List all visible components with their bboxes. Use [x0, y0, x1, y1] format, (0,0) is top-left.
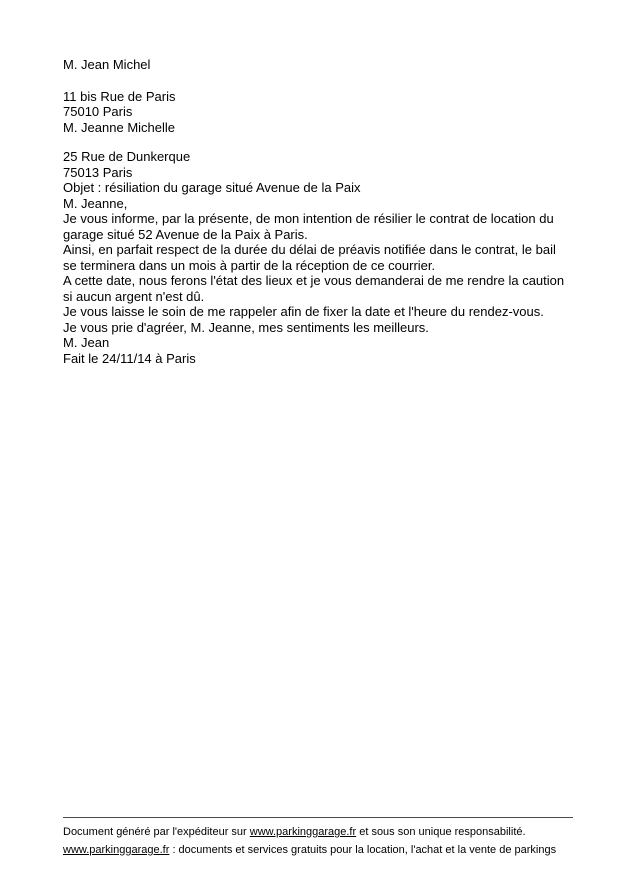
- footer-link-parkinggarage[interactable]: www.parkinggarage.fr: [249, 826, 357, 838]
- letter-body: [0, 0, 633, 366]
- body-paragraph: Je vous informe, par la présente, de mon intention de résilier le contrat de location du garage situé 52 Avenue de la Paix à Paris.: [63, 211, 554, 242]
- body-paragraph: A cette date, nous ferons l'état des lieux et je vous demanderai de me rendre la caution si aucun argent n'est dû.: [63, 273, 565, 304]
- body-paragraph: Je vous prie d'agréer, M. Jeanne, mes sentiments les meilleurs.: [63, 319, 429, 335]
- footer-text: Document généré par l'expéditeur sur: [63, 826, 250, 838]
- salutation: M. Jeanne,: [63, 195, 128, 211]
- footer-line-1: [63, 823, 573, 841]
- subject-line: Objet : résiliation du garage situé Avenue de la Paix: [63, 180, 361, 195]
- recipient-block: [63, 120, 573, 181]
- footer-line-2: [63, 841, 573, 859]
- sender-name: M. Jean Michel: [63, 57, 151, 72]
- footer-link-parkinggarage[interactable]: www.parkinggarage.fr: [63, 844, 170, 856]
- recipient-name: M. Jeanne Michelle: [63, 119, 175, 135]
- dateline: Fait le 24/11/14 à Paris: [63, 350, 196, 366]
- footer-text: : documents et services gratuits pour la location, l'achat et la vente de parkings: [169, 844, 557, 856]
- recipient-address-line1: 25 Rue de Dunkerque: [63, 149, 191, 164]
- footer-divider: [63, 817, 573, 818]
- sender-address-line2: 75010 Paris: [63, 104, 133, 119]
- recipient-address: [63, 149, 573, 180]
- body-paragraph: Ainsi, en parfait respect de la durée du délai de préavis notifiée dans le contrat, le bail se terminera dans un mois à partir de la réception de ce courrier.: [63, 242, 556, 273]
- footer-text: et sous son unique responsabilité.: [356, 826, 526, 838]
- signature: M. Jean: [63, 335, 110, 350]
- sender-address-line1: 11 bis Rue de Paris: [63, 88, 176, 104]
- page-footer: [63, 817, 573, 859]
- body-paragraph: Je vous laisse le soin de me rappeler afin de fixer la date et l'heure du rendez-vous.: [63, 304, 544, 319]
- sender-address: [63, 89, 573, 120]
- recipient-address-line2: 75013 Paris: [63, 164, 133, 180]
- sender-block: [63, 57, 573, 120]
